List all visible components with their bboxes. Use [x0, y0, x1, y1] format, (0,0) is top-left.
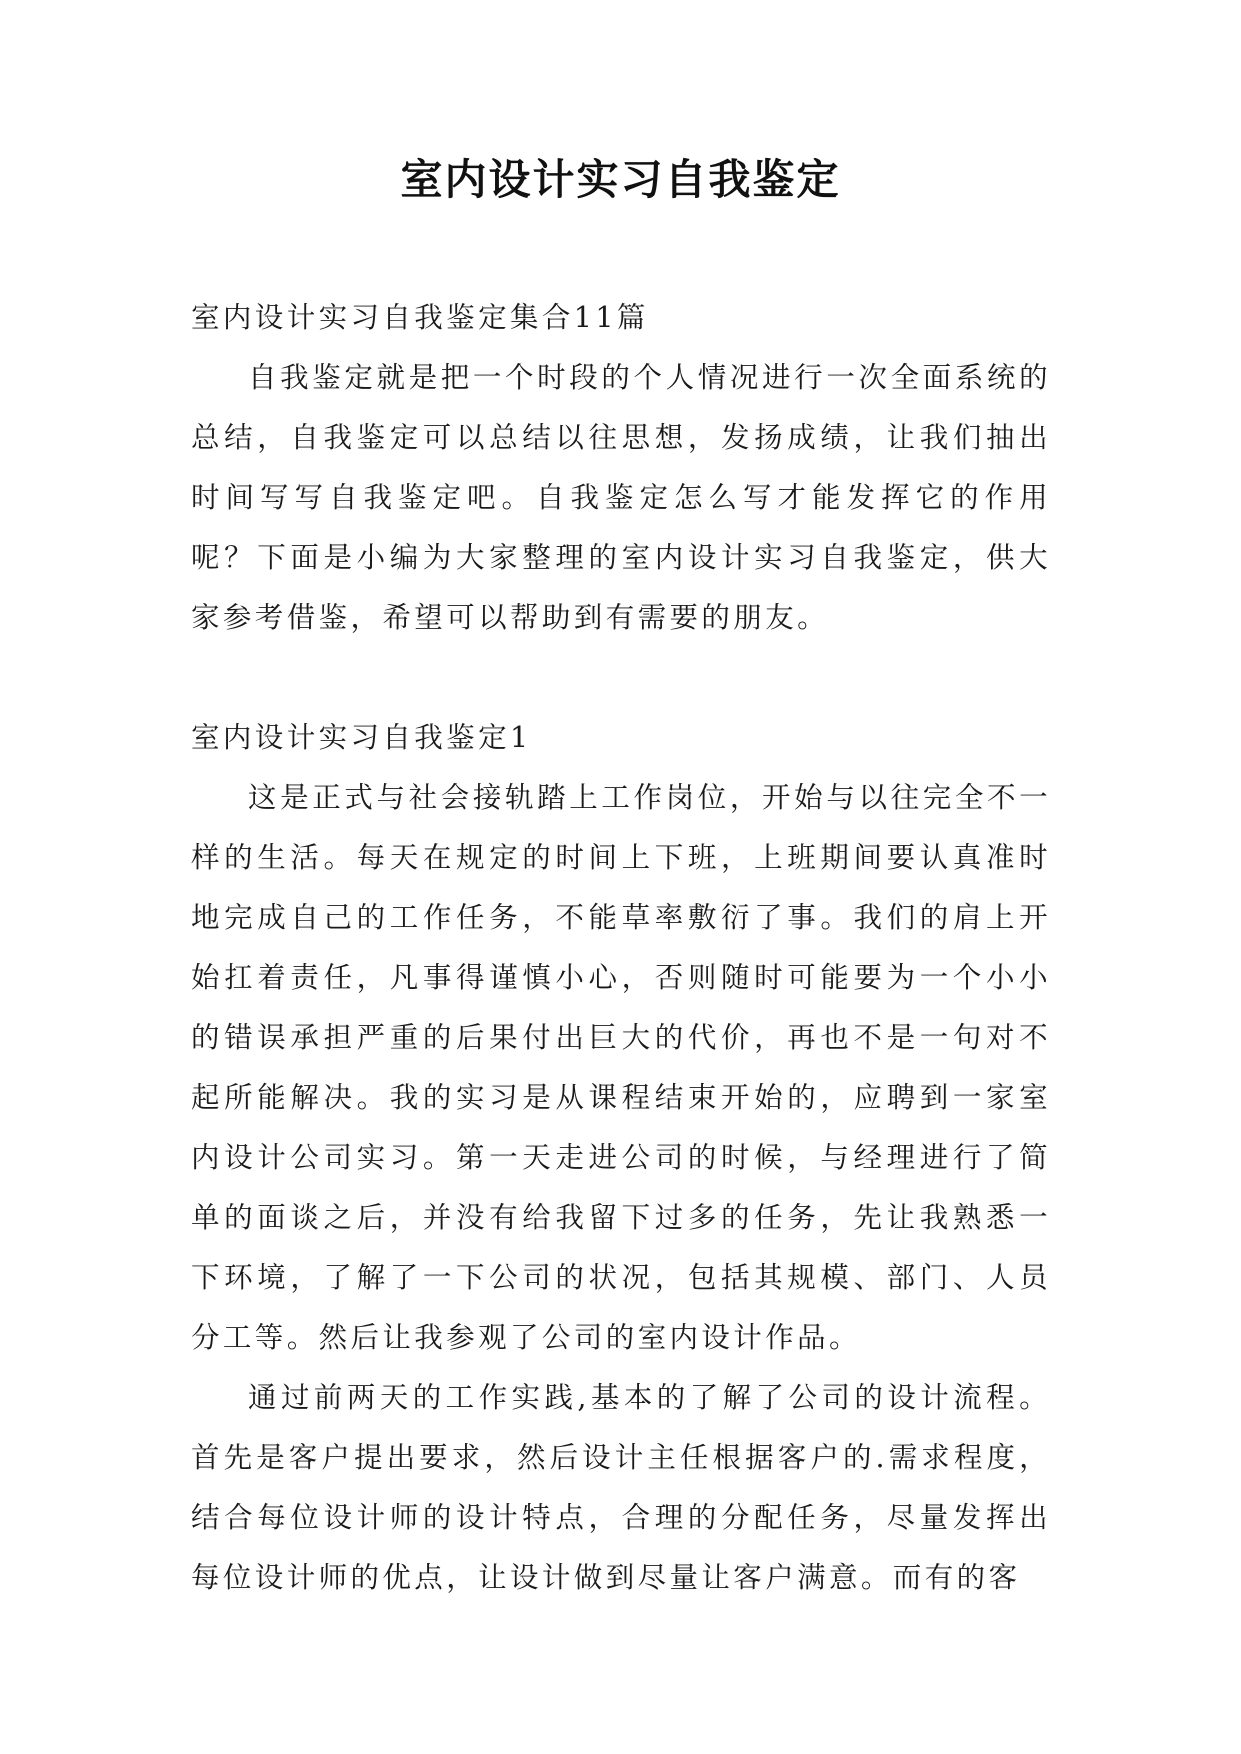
document-title: 室内设计实习自我鉴定: [400, 155, 841, 204]
document-body: [191, 288, 1051, 1608]
body-paragraph: 这是正式与社会接轨踏上工作岗位，开始与以往完全不一样的生活。每天在规定的时间上下班，上班期间要认真准时地完成自己的工作任务，不能草率敷衍了事。我们的肩上开始扛着责任，凡事得谨慎小心，否则随时可能要为一个小小的错误承担严重的后果付出巨大的代价，再也不是一句对不起所能解决。我的实习是从课程结束开始的，应聘到一家室内设计公司实习。第一天走进公司的时候，与经理进行了简单的面谈之后，并没有给我留下过多的任务，先让我熟悉一下环境，了解了一下公司的状况，包括其规模、部门、人员分工等。然后让我参观了公司的室内设计作品。: [191, 781, 1051, 1354]
section-heading: 室内设计实习自我鉴定1: [191, 721, 532, 754]
intro-paragraph: 自我鉴定就是把一个时段的个人情况进行一次全面系统的总结，自我鉴定可以总结以往思想，发扬成绩，让我们抽出时间写写自我鉴定吧。自我鉴定怎么写才能发挥它的作用呢？下面是小编为大家整理的室内设计实习自我鉴定，供大家参考借鉴，希望可以帮助到有需要的朋友。: [191, 361, 1051, 634]
document-subtitle: 室内设计实习自我鉴定集合11篇: [191, 301, 649, 334]
body-paragraph: 通过前两天的工作实践,基本的了解了公司的设计流程。首先是客户提出要求，然后设计主任根据客户的.需求程度，结合每位设计师的设计特点，合理的分配任务，尽量发挥出每位设计师的优点，让设计做到尽量让客户满意。而有的客: [191, 1381, 1051, 1594]
